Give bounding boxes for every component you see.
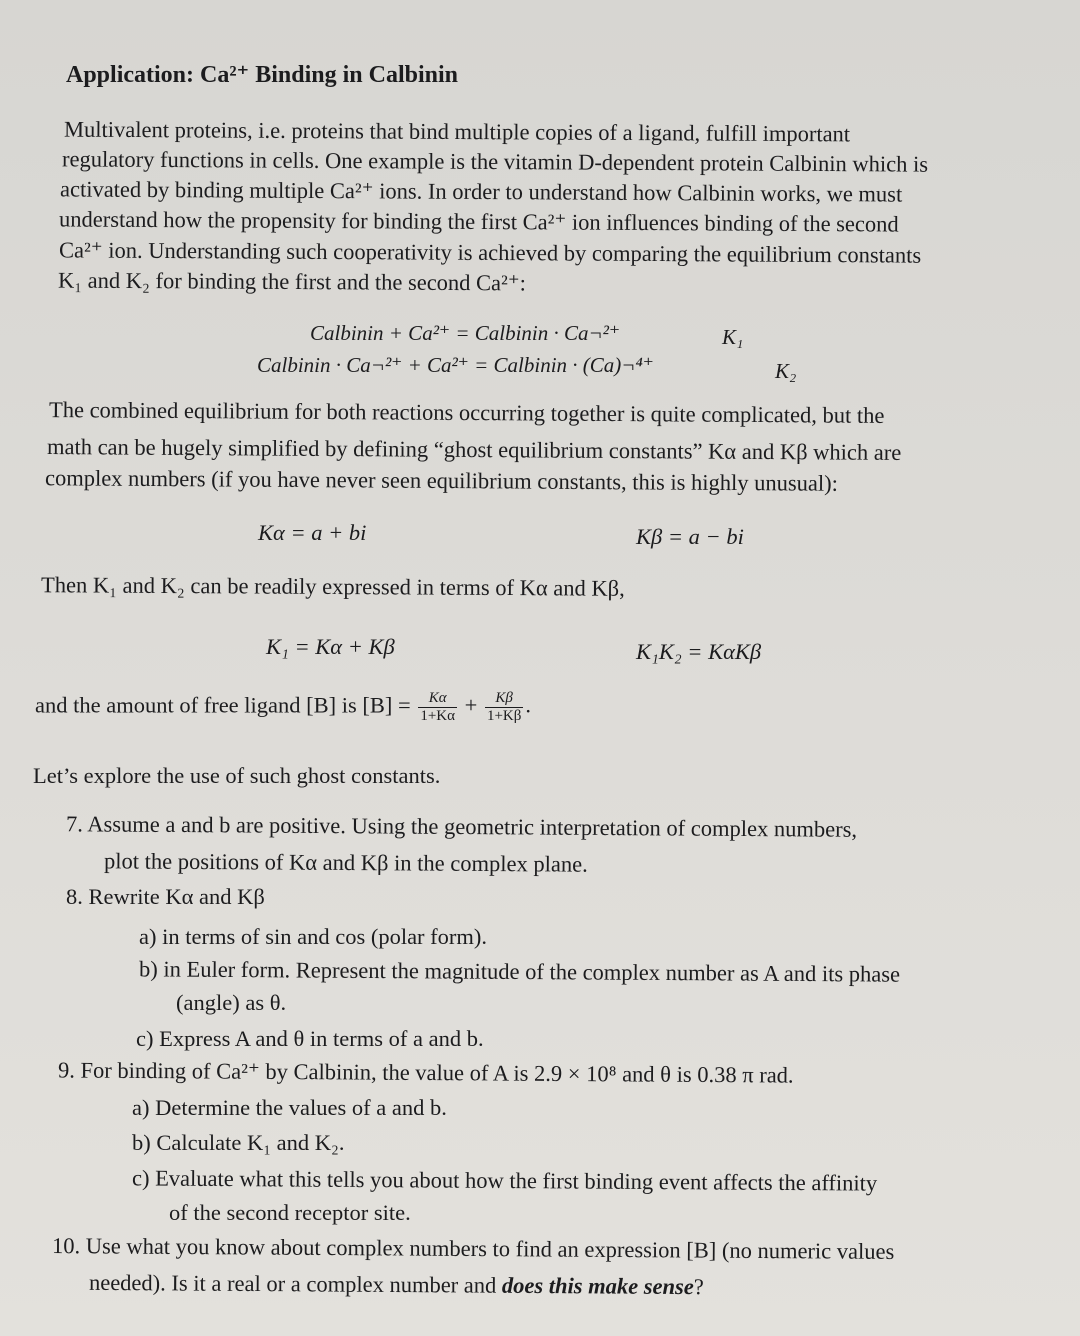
free-ligand-text: and the amount of free ligand [B] is [B] =: [35, 692, 411, 718]
question-8b-line-1: b) in Euler form. Represent the magnitude of the complex number as A and its phase: [138, 956, 901, 987]
fraction-beta: [485, 690, 523, 725]
reaction-1: Calbinin + Ca²⁺ = Calbinin · Ca¬²⁺: [310, 321, 621, 345]
fraction-beta-denominator: 1+Kβ: [486, 708, 522, 724]
question-8b-line-2: (angle) as θ.: [176, 990, 287, 1015]
free-ligand-line: [35, 690, 531, 725]
question-10-line-1: 10. Use what you know about complex numbers to find an expression [B] (no numeric values: [51, 1233, 895, 1264]
question-10-text: needed). Is it a real or a complex number and: [88, 1269, 503, 1298]
question-10-end: ?: [693, 1274, 704, 1300]
question-9a: a) Determine the values of a and b.: [132, 1095, 447, 1120]
then-line: Then K₁ and K₂ can be readily expressed in terms of Kα and Kβ,: [40, 572, 625, 601]
reaction-1-constant: K₁: [722, 325, 744, 349]
question-8c: c) Express A and θ in terms of a and b.: [136, 1026, 484, 1051]
fraction-alpha: [418, 690, 457, 725]
combined-line-1: The combined equilibrium for both reactions occurring together is quite complicated, but the: [48, 397, 885, 428]
equation-k-alpha: Kα = a + bi: [258, 520, 367, 545]
equation-k1k2: K₁K₂ = KαKβ: [636, 639, 762, 664]
question-7-line-1: 7. Assume a and b are positive. Using the geometric interpretation of complex numbers,: [65, 811, 858, 842]
fraction-beta-numerator: Kβ: [485, 690, 523, 708]
question-8a: a) in terms of sin and cos (polar form).: [139, 924, 488, 949]
question-9c-line-1: c) Evaluate what this tells you about how the first binding event affects the affinity: [131, 1165, 878, 1196]
fraction-alpha-numerator: Kα: [418, 690, 457, 708]
intro-line-6: K₁ and K₂ for binding the first and the second Ca²⁺:: [57, 267, 527, 296]
equation-k1: K₁ = Kα + Kβ: [266, 634, 395, 659]
question-7-line-2: plot the positions of Kα and Kβ in the complex plane.: [103, 848, 588, 877]
plus-sign: +: [464, 692, 478, 718]
question-10-line-2: [89, 1268, 704, 1302]
intro-line-5: Ca²⁺ ion. Understanding such cooperativity is achieved by comparing the equilibrium constants: [58, 237, 922, 268]
fraction-alpha-denominator: 1+Kα: [420, 708, 455, 724]
combined-line-3: complex numbers (if you have never seen equilibrium constants, this is highly unusual):: [44, 465, 839, 496]
intro-line-2: regulatory functions in cells. One example is the vitamin D-dependent protein Calbinin which is: [61, 146, 929, 177]
fraction-end: .: [525, 692, 532, 718]
question-10-emphasis: does this make sense: [501, 1272, 694, 1300]
intro-line-3: activated by binding multiple Ca²⁺ ions. In order to understand how Calbinin works, we must: [59, 176, 903, 207]
reaction-2: Calbinin · Ca¬²⁺ + Ca²⁺ = Calbinin · (Ca)¬⁴⁺: [257, 353, 654, 377]
question-9c-line-2: of the second receptor site.: [169, 1200, 411, 1225]
page-title: Application: Ca²⁺ Binding in Calbinin: [66, 62, 458, 88]
explore-line: Let’s explore the use of such ghost constants.: [33, 763, 441, 788]
intro-line-1: Multivalent proteins, i.e. proteins that bind multiple copies of a ligand, fulfill important: [63, 116, 851, 147]
reaction-2-constant: K₂: [775, 359, 797, 383]
equation-k-beta: Kβ = a − bi: [636, 524, 744, 549]
question-8: 8. Rewrite Kα and Kβ: [66, 884, 265, 909]
question-9b: b) Calculate K₁ and K₂.: [132, 1130, 345, 1155]
intro-line-4: understand how the propensity for binding the first Ca²⁺ ion influences binding of the second: [58, 206, 899, 237]
question-9: 9. For binding of Ca²⁺ by Calbinin, the value of A is 2.9 × 10⁸ and θ is 0.38 π rad.: [57, 1057, 794, 1088]
combined-line-2: math can be hugely simplified by defining “ghost equilibrium constants” Kα and Kβ which are: [46, 434, 902, 465]
